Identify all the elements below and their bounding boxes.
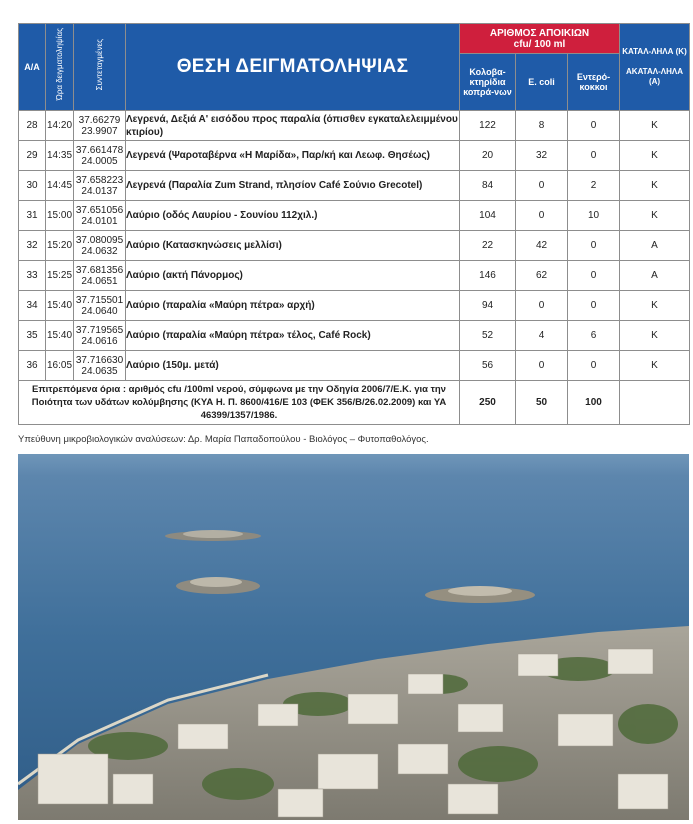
row-longitude: 24.0101 <box>81 215 118 227</box>
row-latitude: 37.658223 <box>75 174 124 186</box>
header-sampling-location: ΘΕΣΗ ΔΕΙΓΜΑΤΟΛΗΨΙΑΣ <box>126 24 460 111</box>
row-coordinates <box>74 351 126 381</box>
row-time: 14:45 <box>46 171 74 201</box>
row-enterococci: 0 <box>568 351 620 381</box>
row-ecoli: 8 <box>516 111 568 141</box>
limit-fecal-coliforms: 250 <box>460 381 516 425</box>
row-number: 31 <box>19 201 46 231</box>
row-latitude: 37.661478 <box>75 144 124 156</box>
row-ecoli: 0 <box>516 171 568 201</box>
header-coordinates <box>74 24 126 111</box>
header-colony-count-title: ΑΡΙΘΜΟΣ ΑΠΟΙΚΙΩΝ <box>489 27 590 39</box>
limit-enterococci: 100 <box>568 381 620 425</box>
row-number: 30 <box>19 171 46 201</box>
row-sampling-location: Λαύριο (150μ. μετά) <box>126 351 460 381</box>
row-fecal-coliforms: 84 <box>460 171 516 201</box>
row-suitability: Κ <box>620 111 690 141</box>
row-enterococci: 6 <box>568 321 620 351</box>
limits-text: Επιτρεπόμενα όρια : αριθμός cfu /100ml νερού, σύμφωνα με την Οδηγία 2006/7/Ε.Κ. για την Ποιότητα των υδάτων κολύμβησης (ΚΥΑ Η. Π. 8600/416/Ε 103 (ΦΕΚ 356/Β/26.02.2009) και ΥΑ 46399/1357/1986. <box>19 381 460 425</box>
row-suitability: Κ <box>620 171 690 201</box>
row-coordinates <box>74 141 126 171</box>
row-coordinates <box>74 321 126 351</box>
row-sampling-location: Λαύριο (Κατασκηνώσεις μελλίσι) <box>126 231 460 261</box>
row-suitability: Κ <box>620 321 690 351</box>
row-number: 35 <box>19 321 46 351</box>
header-aa: Α/Α <box>19 24 46 111</box>
row-coordinates <box>74 171 126 201</box>
row-enterococci: 0 <box>568 261 620 291</box>
header-colony-count-unit: cfu/ 100 ml <box>513 38 566 50</box>
row-longitude: 24.0005 <box>81 155 118 167</box>
header-ecoli: E. coli <box>516 54 568 111</box>
row-enterococci: 0 <box>568 141 620 171</box>
row-coordinates <box>74 291 126 321</box>
row-longitude: 24.0137 <box>81 185 118 197</box>
row-fecal-coliforms: 94 <box>460 291 516 321</box>
row-number: 28 <box>19 111 46 141</box>
row-time: 15:40 <box>46 291 74 321</box>
row-coordinates <box>74 231 126 261</box>
row-suitability: Α <box>620 231 690 261</box>
row-time: 15:25 <box>46 261 74 291</box>
row-latitude: 37.651056 <box>75 204 124 216</box>
header-unsuitable-label: ΑΚΑΤΑΛ-ΛΗΛΑ (Α) <box>626 67 683 86</box>
row-latitude: 37.716630 <box>75 354 124 366</box>
row-latitude: 37.715501 <box>75 294 124 306</box>
results-table-container <box>18 23 689 425</box>
row-longitude: 24.0640 <box>81 305 118 317</box>
row-sampling-location: Λαύριο (παραλία «Μαύρη πέτρα» τέλος, Café Rock) <box>126 321 460 351</box>
header-suitability <box>620 24 690 111</box>
row-fecal-coliforms: 22 <box>460 231 516 261</box>
row-time: 14:35 <box>46 141 74 171</box>
row-number: 36 <box>19 351 46 381</box>
row-number: 34 <box>19 291 46 321</box>
row-latitude: 37.66279 <box>78 114 121 126</box>
row-latitude: 37.719565 <box>75 324 124 336</box>
row-time: 15:00 <box>46 201 74 231</box>
row-longitude: 24.0616 <box>81 335 118 347</box>
row-suitability: Κ <box>620 141 690 171</box>
row-coordinates <box>74 111 126 141</box>
limits-row <box>19 381 690 425</box>
table-row <box>19 141 690 171</box>
row-coordinates <box>74 261 126 291</box>
row-enterococci: 10 <box>568 201 620 231</box>
row-suitability: Κ <box>620 351 690 381</box>
table-row <box>19 171 690 201</box>
table-body <box>19 111 690 381</box>
header-time <box>46 24 74 111</box>
row-time: 15:20 <box>46 231 74 261</box>
coastal-town-photo <box>18 454 689 820</box>
row-longitude: 24.0635 <box>81 365 118 377</box>
row-number: 29 <box>19 141 46 171</box>
row-fecal-coliforms: 20 <box>460 141 516 171</box>
header-coordinates-label: Συντεταγμένες <box>95 38 104 91</box>
row-fecal-coliforms: 104 <box>460 201 516 231</box>
row-time: 15:40 <box>46 321 74 351</box>
header-suitable-label: ΚΑΤΑΛ-ΛΗΛΑ (Κ) <box>622 47 687 56</box>
row-enterococci: 0 <box>568 231 620 261</box>
row-number: 33 <box>19 261 46 291</box>
row-enterococci: 0 <box>568 111 620 141</box>
header-enterococci: Εντερό-κοκκοι <box>568 54 620 111</box>
row-latitude: 37.681356 <box>75 264 124 276</box>
row-time: 14:20 <box>46 111 74 141</box>
row-coordinates <box>74 201 126 231</box>
row-enterococci: 2 <box>568 171 620 201</box>
limit-ecoli: 50 <box>516 381 568 425</box>
table-row <box>19 261 690 291</box>
row-ecoli: 32 <box>516 141 568 171</box>
results-table <box>18 23 690 425</box>
row-enterococci: 0 <box>568 291 620 321</box>
row-fecal-coliforms: 52 <box>460 321 516 351</box>
row-fecal-coliforms: 146 <box>460 261 516 291</box>
table-row <box>19 291 690 321</box>
row-number: 32 <box>19 231 46 261</box>
row-sampling-location: Λεγρενά (Παραλία Zum Strand, πλησίον Café Σούνιο Grecotel) <box>126 171 460 201</box>
table-row <box>19 201 690 231</box>
row-sampling-location: Λαύριο (ακτή Πάνορμος) <box>126 261 460 291</box>
row-suitability: Α <box>620 261 690 291</box>
table-row <box>19 231 690 261</box>
table-row <box>19 351 690 381</box>
row-ecoli: 0 <box>516 351 568 381</box>
header-fecal-coliforms: Κολοβα-κτηρίδια κοπρά-νων <box>460 54 516 111</box>
row-ecoli: 0 <box>516 201 568 231</box>
header-colony-count <box>460 24 620 54</box>
row-ecoli: 42 <box>516 231 568 261</box>
limit-suitability-empty <box>620 381 690 425</box>
row-suitability: Κ <box>620 201 690 231</box>
analysis-credit: Υπεύθυνη μικροβιολογικών αναλύσεων: Δρ. Μαρία Παπαδοπούλου - Βιολόγος – Φυτοπαθολόγος. <box>18 434 429 445</box>
row-longitude: 24.0651 <box>81 275 118 287</box>
row-fecal-coliforms: 122 <box>460 111 516 141</box>
row-sampling-location: Λαύριο (οδός Λαυρίου - Σουνίου 112χιλ.) <box>126 201 460 231</box>
table-row <box>19 111 690 141</box>
row-suitability: Κ <box>620 291 690 321</box>
row-fecal-coliforms: 56 <box>460 351 516 381</box>
row-time: 16:05 <box>46 351 74 381</box>
table-row <box>19 321 690 351</box>
row-longitude: 24.0632 <box>81 245 118 257</box>
row-ecoli: 62 <box>516 261 568 291</box>
row-latitude: 37.080095 <box>75 234 124 246</box>
row-ecoli: 4 <box>516 321 568 351</box>
row-longitude: 23.9907 <box>81 125 118 137</box>
row-sampling-location: Λεγρενά, Δεξιά Α' εισόδου προς παραλία (όπισθεν εγκαταλελειμμένου κτιρίου) <box>126 111 460 141</box>
header-time-label: Ώρα δειγματοληψίας <box>55 28 64 101</box>
row-sampling-location: Λεγρενά (Ψαροταβέρνα «Η Μαρίδα», Παρ/κή και Λεωφ. Θησέως) <box>126 141 460 171</box>
row-ecoli: 0 <box>516 291 568 321</box>
row-sampling-location: Λαύριο (παραλία «Μαύρη πέτρα» αρχή) <box>126 291 460 321</box>
